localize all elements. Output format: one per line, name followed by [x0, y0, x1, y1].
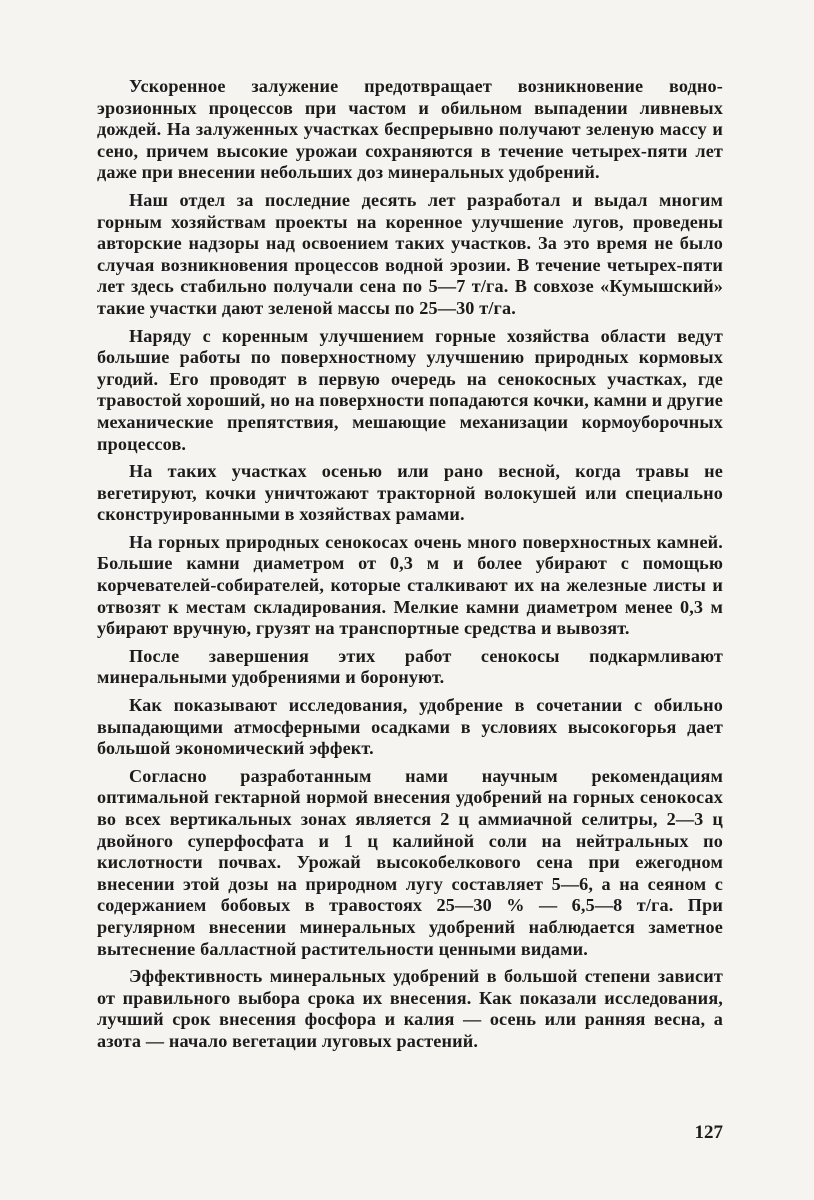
paragraph-5: На горных природных сенокосах очень много поверхностных камней. Большие камни диаметром от 0,3 м и более убирают с помощью корчевателей-собирателей, которые сталкивают их на железные листы и отвозят к местам складирования. Мелкие камни диаметром менее 0,3 м убирают вручную, грузят на транспортные средства и вывозят. [97, 531, 723, 639]
paragraph-9: Эффективность минеральных удобрений в большой степени зависит от правильного выбора срока их внесения. Как показали исследования, лучший срок внесения фосфора и калия — осень или ранняя весна, а азота — начало вегетации луговых растений. [97, 966, 723, 1051]
page-number: 127 [694, 1122, 723, 1143]
paragraph-2: Наш отдел за последние десять лет разработал и выдал многим горным хозяйствам проекты на коренное улучшение лугов, проведены авторские надзоры над освоением таких участков. За это время не было случая возникновения процессов водной эрозии. В течение четырех-пяти лет здесь стабильно получали сена по 5—7 т/га. В совхозе «Кумышский» такие участки дают зеленой массы по 25—30 т/га. [97, 189, 723, 318]
paragraph-8: Согласно разработанным нами научным рекомендациям оптимальной гектарной нормой внесения удобрений на горных сенокосах во всех вертикальных зонах является 2 ц аммиачной селитры, 2—3 ц двойного суперфосфата и 1 ц калийной соли на нейтральных по кислотности почвах. Урожай высокобелкового сена при ежегодном внесении этой дозы на природном лугу составляет 5—6, а на сеяном с содержанием бобовых в травостоях 25—30 % — 6,5—8 т/га. При регулярном внесении минеральных удобрений наблюдается заметное вытеснение балластной растительности ценными видами. [97, 765, 723, 959]
body-text [97, 76, 723, 1059]
paragraph-4: На таких участках осенью или рано весной, когда травы не вегетируют, кочки уничтожают тракторной волокушей или специально сконструированными в хозяйствах рамами. [97, 461, 723, 525]
paragraph-1: Ускоренное залужение предотвращает возникновение водно-эрозионных процессов при частом и обильном выпадении ливневых дождей. На залуженных участках беспрерывно получают зеленую массу и сено, причем высокие урожаи сохраняются в течение четырех-пяти лет даже при внесении небольших доз минеральных удобрений. [97, 76, 723, 183]
paragraph-7: Как показывают исследования, удобрение в сочетании с обильно выпадающими атмосферными осадками в условиях высокогорья дает большой экономический эффект. [97, 695, 723, 759]
paragraph-3: Наряду с коренным улучшением горные хозяйства области ведут большие работы по поверхностному улучшению природных кормовых угодий. Его проводят в первую очередь на сенокосных участках, где травостой хороший, но на поверхности попадаются кочки, камни и другие механические препятствия, мешающие механизации кормоуборочных процессов. [97, 325, 723, 454]
paragraph-6: После завершения этих работ сенокосы подкармливают минеральными удобрениями и боронуют. [97, 645, 723, 688]
